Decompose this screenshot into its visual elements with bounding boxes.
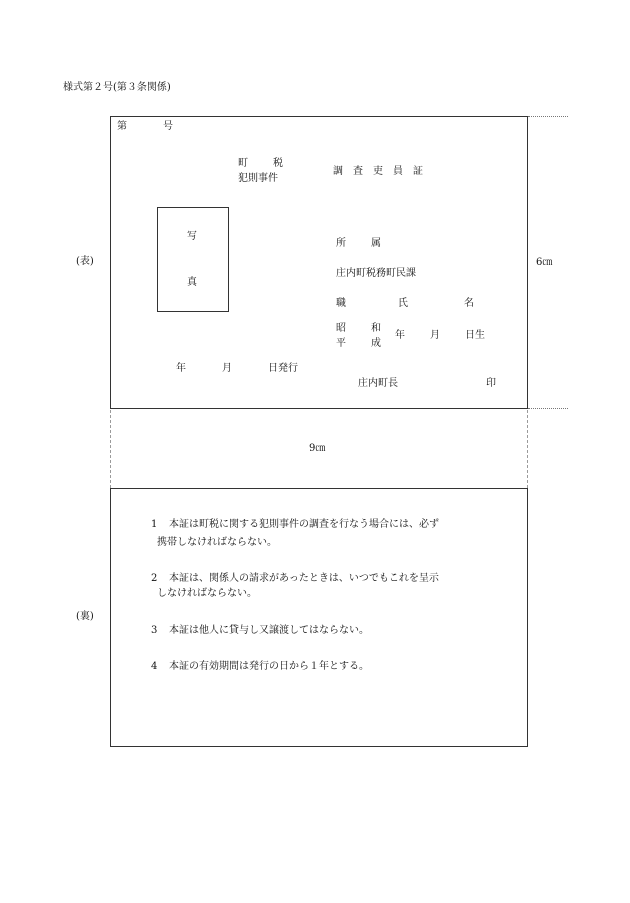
issue-day-label: 日発行 (268, 363, 298, 374)
back-side-label: (裏) (76, 611, 94, 622)
name-label-1: 氏 (398, 298, 408, 309)
era-showa-2: 和 (371, 323, 381, 334)
dimension-guide-bottom (528, 408, 568, 409)
dimension-guide-top (528, 116, 568, 117)
card-title: 調 査 吏 員 証 (333, 166, 423, 177)
birth-year-label: 年 (395, 330, 405, 341)
number-dai: 第 (117, 121, 127, 132)
form-title: 様式第２号(第３条関係) (63, 82, 171, 93)
dimension-guide-left (110, 410, 111, 488)
era-heisei-1: 平 (336, 338, 346, 349)
position-label: 職 (336, 298, 346, 309)
criminal-case-label: 犯則事件 (238, 173, 278, 184)
era-showa-1: 昭 (336, 323, 346, 334)
back-item-1-line1: 本証は町税に関する犯則事件の調査を行なう場合には、必ず (169, 519, 439, 530)
number-go: 号 (163, 121, 173, 132)
birth-day-label: 日生 (465, 330, 485, 341)
affiliation-label-2: 属 (371, 238, 381, 249)
front-side-label: (表) (76, 256, 94, 267)
affiliation-label-1: 所 (336, 238, 346, 249)
back-item-2-line1: 本証は、関係人の請求があったときは、いつでもこれを呈示 (169, 573, 439, 584)
back-item-2-line2: しなければならない。 (157, 588, 257, 599)
issuer-name: 庄内町長 (358, 378, 398, 389)
back-item-1-num: 1 (151, 519, 158, 530)
tax-label: 税 (273, 158, 283, 169)
height-dimension: 6㎝ (536, 257, 553, 268)
width-dimension: 9㎝ (309, 443, 326, 454)
dimension-guide-right (527, 410, 528, 488)
back-item-4-num: 4 (151, 661, 158, 672)
department-name: 庄内町税務町民課 (336, 268, 416, 279)
name-label-2: 名 (464, 298, 474, 309)
back-item-3-line1: 本証は他人に貸与し又譲渡してはならない。 (169, 625, 369, 636)
back-item-3-num: 3 (151, 625, 158, 636)
photo-box (157, 207, 229, 312)
issue-year-label: 年 (176, 363, 186, 374)
birth-month-label: 月 (430, 330, 440, 341)
issue-month-label: 月 (222, 363, 232, 374)
town-label: 町 (238, 158, 248, 169)
era-heisei-2: 成 (371, 338, 381, 349)
photo-label-2: 真 (187, 277, 197, 288)
back-item-2-num: 2 (151, 573, 158, 584)
back-item-1-line2: 携帯しなければならない。 (157, 537, 277, 548)
back-item-4-line1: 本証の有効期間は発行の日から１年とする。 (169, 661, 369, 672)
seal-mark: 印 (486, 378, 496, 389)
photo-label-1: 写 (187, 231, 197, 242)
